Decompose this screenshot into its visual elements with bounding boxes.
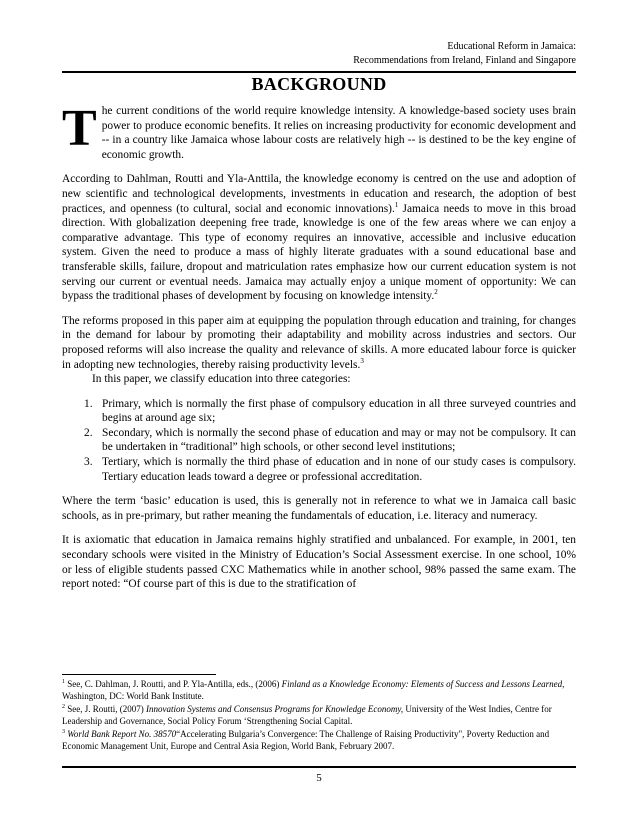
- running-header: [353, 40, 576, 68]
- paragraph-text: The reforms proposed in this paper aim at equipping the population through education and training, for changes in the demand for labour by promoting their adaptability and mobility across industries and sectors. Our proposed reforms will also increase the quality and relevance of skills. A more educated labour force is quicker in adopting new technologies, thereby raising productivity levels.: [62, 314, 576, 371]
- paragraph-text: Jamaica needs to move in this broad direction. With globalization deepening free trade, knowledge is one of the few areas where we can enjoy a comparative advantage. This type of economy requires an innovative, accessible and inclusive education system. Given the need to produce a mass of highly literate graduates with a sound educational base and transferable skills, failure, dropout and matriculation rates emphasize how our current education system is not serving our current or eventual needs. Jamaica may actually enjoy a unique moment of opportunity: We can bypass the traditional phases of development by focusing on knowledge intensity.: [62, 202, 577, 303]
- footnote-title: Innovation Systems and Consensus Programs for Knowledge Economy,: [146, 703, 404, 714]
- footnote-text: , Washington, DC: World Bank Institute.: [62, 679, 565, 702]
- body-text: [62, 100, 577, 602]
- footnote-3: [62, 728, 576, 753]
- paragraph-text: According to Dahlman, Routti and Yla-Anttila, the knowledge economy is centred on the use and adoption of new scientific and technological developments, investments in education and research, the adoption of best practices, and openness (to cultural, social and economic innovations).: [62, 173, 576, 215]
- basic-education-paragraph: Where the term ‘basic’ education is used, this is generally not in reference to what we in Jamaica call basic schools, as in pre-primary, but rather meaning the fundamentals of education, i.e. literacy and numeracy.: [62, 495, 576, 522]
- header-line-2: Recommendations from Ireland, Finland and Singapore: [353, 55, 576, 66]
- footnote-title: World Bank Report No. 38570: [65, 728, 177, 739]
- list-item: [62, 426, 576, 455]
- header-rule: [62, 71, 576, 73]
- education-categories-list: [62, 397, 576, 485]
- footnote-rule: [62, 674, 216, 675]
- header-line-1: Educational Reform in Jamaica:: [447, 41, 576, 52]
- classify-line: In this paper, we classify education into three categories:: [92, 373, 351, 386]
- footnote-number: 1: [62, 679, 65, 685]
- footnote-text: “Accelerating Bulgaria’s Convergence: The Challenge of Raising Productivity", Poverty Reduction and Economic Management Unit, Europe and Central Asia Region, World Bank, February 2007.: [62, 728, 550, 752]
- footnote-ref-1[interactable]: 1: [394, 200, 399, 209]
- list-text: Tertiary, which is normally the third phase of education and in none of our study cases is compulsory. Tertiary education leads toward a degree or professional accreditation.: [102, 456, 576, 483]
- intro-text: he current conditions of the world require knowledge intensity. A knowledge-based society uses brain power to produce economic benefits. It relies on increasing productivity for economic development and -- in a country like Jamaica whose labour costs are relatively high -- is destined to be the key engine of economic growth.: [101, 105, 576, 161]
- reforms-paragraph: [62, 314, 576, 372]
- footnote-text: See, C. Dahlman, J. Routti, and P. Yla-Antilla, eds., (2006): [65, 679, 282, 689]
- list-item: [62, 397, 576, 426]
- footnote-2: [62, 703, 576, 728]
- intro-paragraph: [62, 100, 576, 162]
- section-title: BACKGROUND: [251, 74, 387, 94]
- list-item: [62, 455, 576, 484]
- footnote-text: See, J. Routti, (2007): [65, 703, 146, 714]
- footnote-ref-3[interactable]: 3: [360, 356, 364, 365]
- footnote-title: Finland as a Knowledge Economy: Elements of Success and Lessons Learned: [281, 679, 563, 689]
- footnote-ref-2[interactable]: 2: [434, 288, 438, 297]
- footnote-number: 2: [62, 703, 65, 710]
- stratification-paragraph: It is axiomatic that education in Jamaica remains highly stratified and unbalanced. For example, in 2001, ten secondary schools were visited in the Ministry of Education’s Social Assessment exercise. In one school, 10% or less of eligible students passed CXC Mathematics while in another school, 98% passed the same exam. The report noted: “Of course part of this is due to the stratification of: [62, 534, 576, 591]
- footnotes: [62, 678, 576, 752]
- list-text: Primary, which is normally the first phase of compulsory education in all three surveyed countries and begins at around age six;: [102, 397, 576, 425]
- footnote-text: University of the West Indies, Centre for Leadership and Governance, Social Policy Forum ‘Strengthening Social Capital.: [62, 703, 552, 727]
- footnote-1: [62, 678, 576, 703]
- footnote-number: 3: [62, 728, 65, 735]
- footer-rule: [62, 766, 576, 768]
- list-number: 2.: [84, 426, 93, 439]
- page-number: 5: [316, 772, 322, 784]
- list-number: 1.: [84, 397, 93, 410]
- list-text: Secondary, which is normally the second phase of education and may or may not be compulsory. It can be undertaken in “traditional” high schools, or other second level institutions;: [102, 426, 576, 454]
- knowledge-economy-paragraph: [62, 172, 576, 303]
- drop-cap: T: [62, 100, 97, 157]
- list-number: 3.: [84, 456, 93, 469]
